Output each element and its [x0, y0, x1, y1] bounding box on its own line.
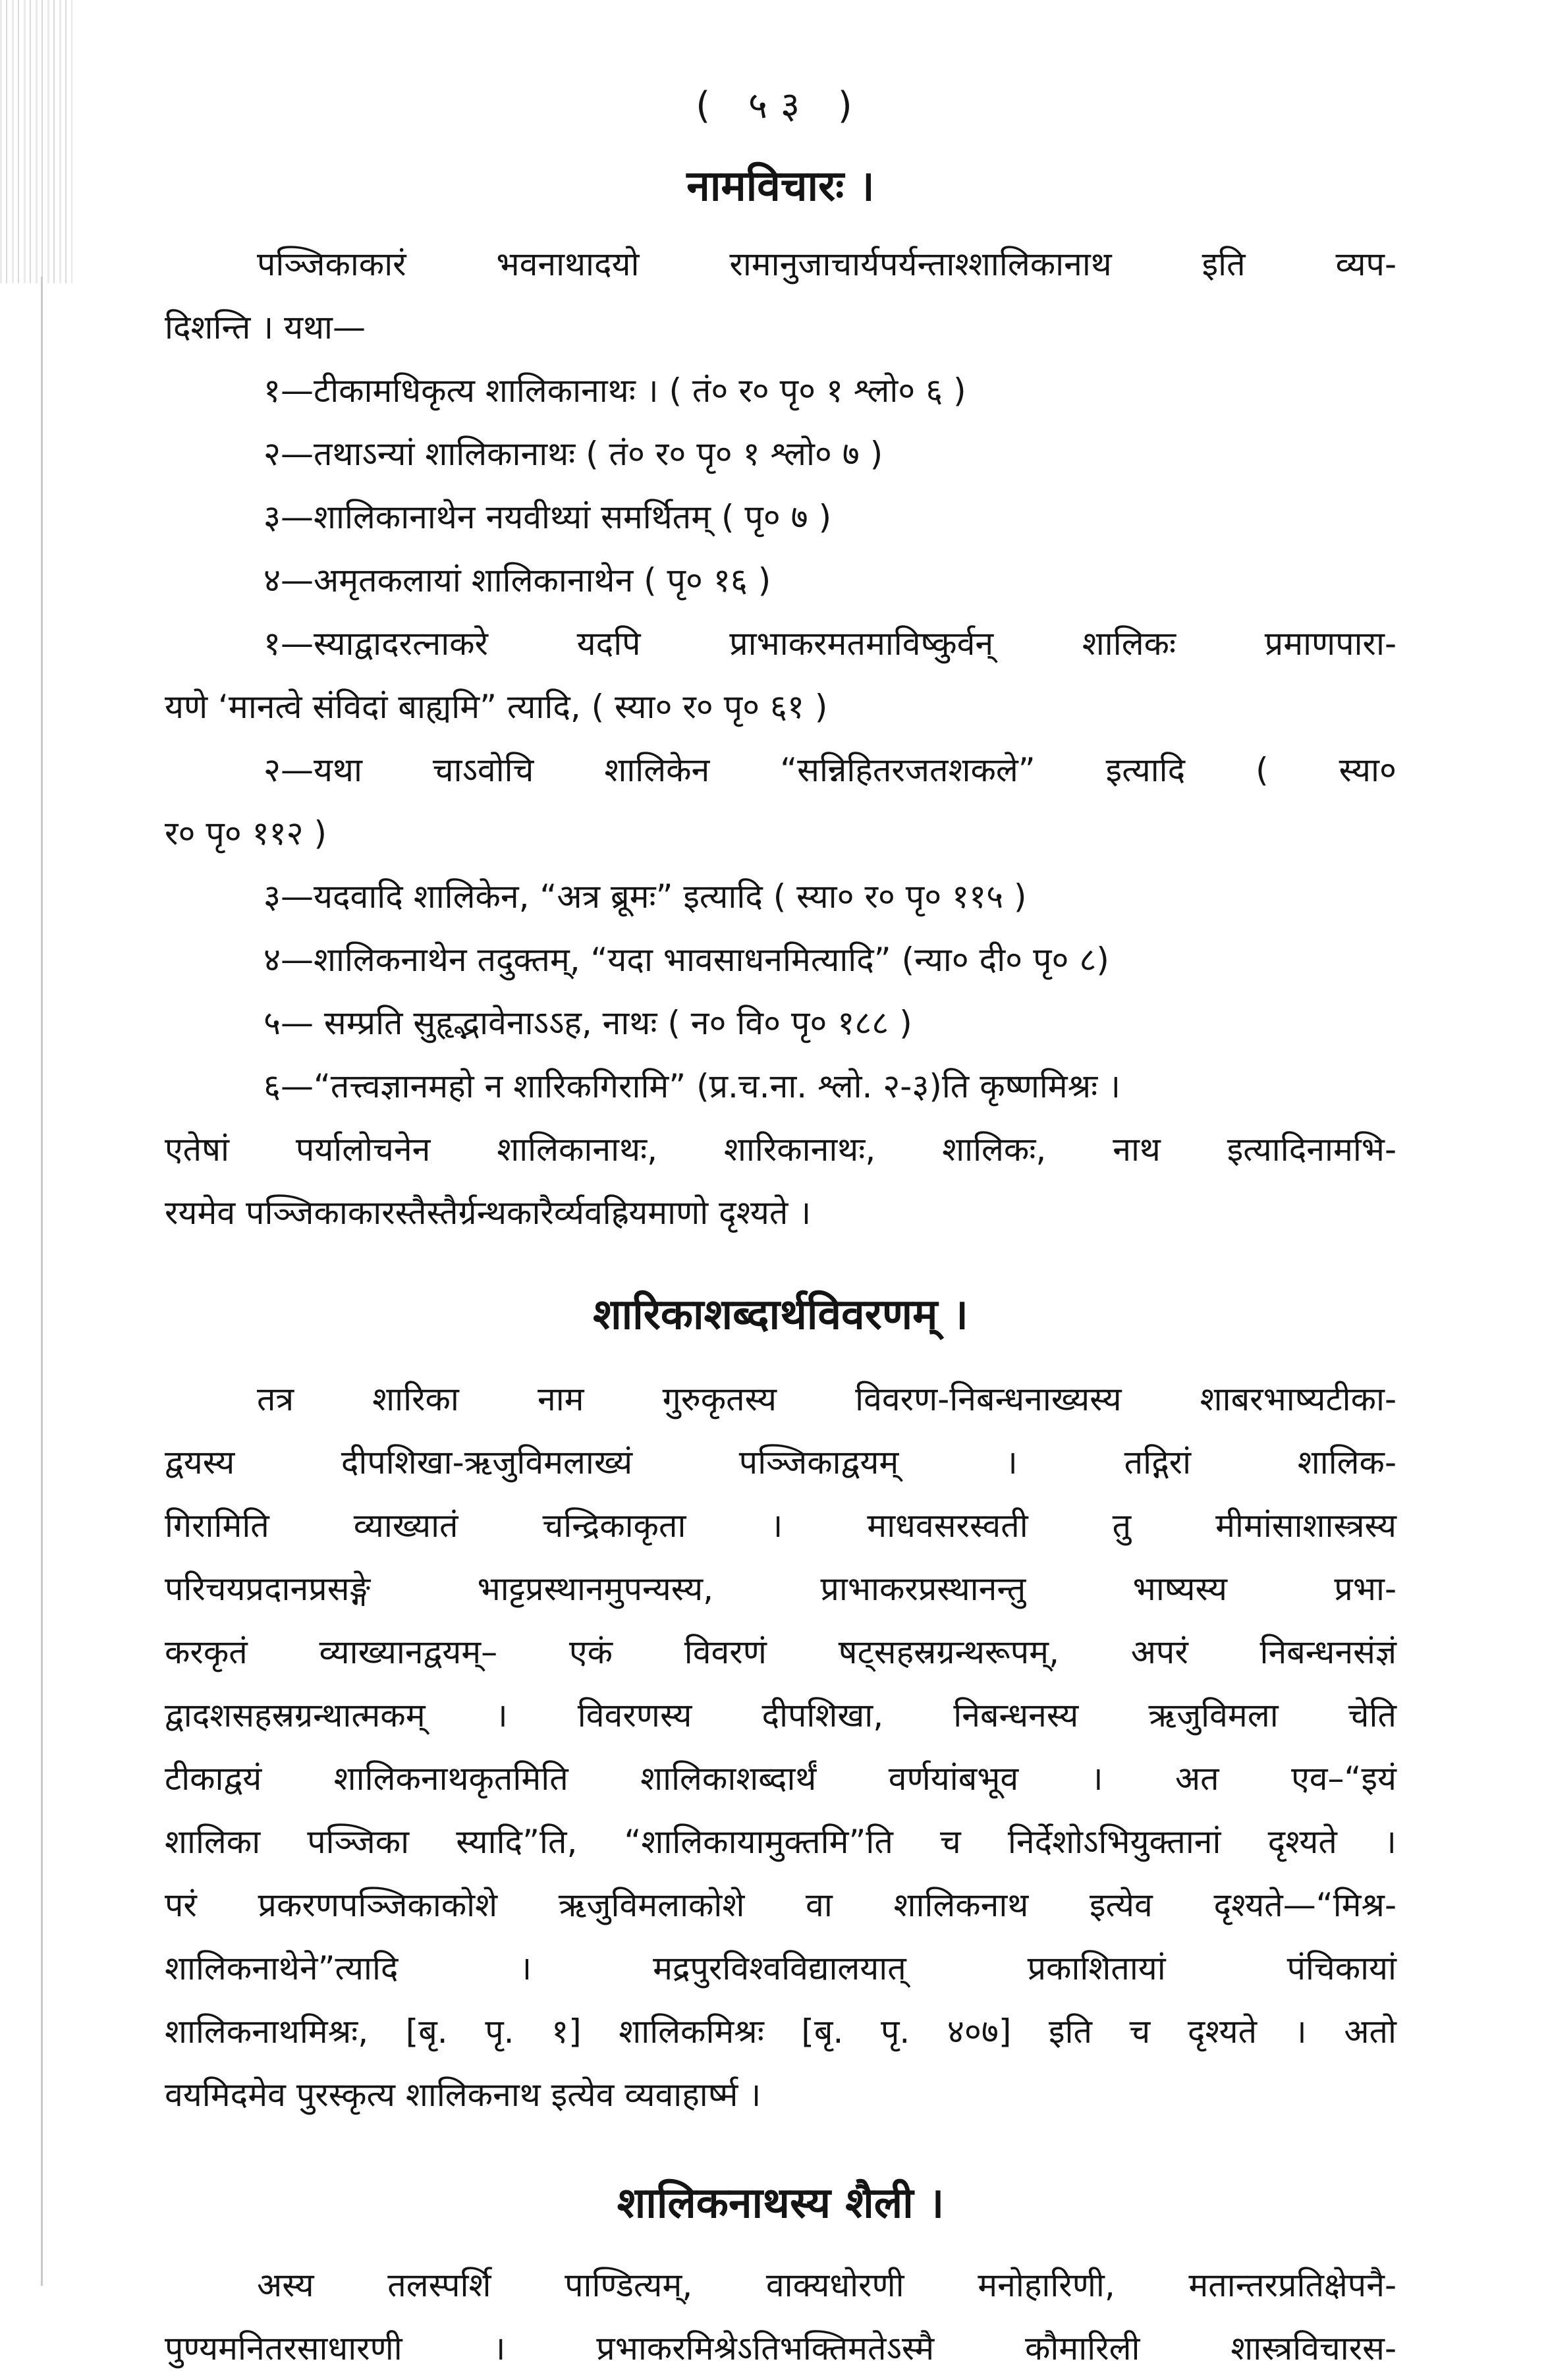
reference-line: ३—यदवादि शालिकेन, “अत्र ब्रूमः” इत्यादि ( स्या० र० पृ० ११५ ) [263, 877, 1027, 916]
text-line: परं प्रकरणपञ्जिकाकोशे ऋजुविमलाकोशे वा शालिकनाथ इत्येव दृश्यते—“मिश्र- [165, 1886, 1396, 1924]
text-line: परिचयप्रदानप्रसङ्गे भाट्टप्रस्थानमुपन्यस्य, प्राभाकरप्रस्थानन्तु भाष्यस्य प्रभा- [165, 1570, 1396, 1608]
section-title-namavichara: नामविचारः । [686, 162, 875, 211]
reference-line: ६—“तत्त्वज्ञानमहो न शारिकगिरामि” (प्र.च.ना. श्लो. २-३)ति कृष्णमिश्रः । [263, 1067, 1121, 1105]
text-line: रयमेव पञ्जिकाकारस्तैस्तैर्ग्रन्थकारैर्व्यवह्रियमाणो दृश्यते । [165, 1194, 812, 1232]
text-line: पञ्जिकाकारं भवनाथादयो रामानुजाचार्यपर्यन्ताश्शालिकानाथ इति व्यप- [257, 245, 1396, 283]
text-line: पुण्यमनितरसाधारणी । प्रभाकरमिश्रेऽतिभक्तिमतेऽस्मै कौमारिली शास्त्रविचारस- [165, 2329, 1396, 2367]
text-line: गिरामिति व्याख्यातं चन्द्रिकाकृता । माधवसरस्वती तु मीमांसाशास्त्रस्य [165, 1507, 1396, 1545]
reference-line: यणे ‘मानत्वे संविदां बाह्यमि” त्यादि, ( स्या० र० पृ० ६१ ) [165, 688, 828, 726]
reference-line: ४—शालिकनाथेन तदुक्तम्, “यदा भावसाधनमित्यादि” (न्या० दी० पृ० ८) [263, 941, 1109, 979]
section-title-sharika: शारिकाशब्दार्थविवरणम् । [593, 1290, 968, 1339]
reference-line: ५— सम्प्रति सुहृद्भावेनाऽऽह, नाथः ( न० वि० पृ० १८८ ) [263, 1004, 912, 1042]
page [165, 79, 1396, 2380]
reference-line: २—यथा चाऽवोचि शालिकेन “सन्निहितरजतशकले” इत्यादि ( स्या० [263, 751, 1396, 789]
section-title-shaili: शालिकनाथस्य शैली । [617, 2179, 945, 2228]
reference-line: ३—शालिकानाथेन नयवीथ्यां समर्थितम् ( पृ० ७ ) [263, 498, 832, 536]
text-line: द्वादशसहस्रग्रन्थात्मकम् । विवरणस्य दीपशिखा, निबन्धनस्य ऋजुविमला चेति [165, 1696, 1396, 1734]
reference-line: १—स्याद्वादरत्नाकरे यदपि प्राभाकरमतमाविष्कुर्वन् शालिकः प्रमाणपारा- [263, 624, 1396, 663]
text-line: शालिकनाथेने”त्यादि । मद्रपुरविश्वविद्यालयात् प्रकाशितायां पंचिकायां [165, 1949, 1396, 1987]
text-line: दिशन्ति । यथा— [165, 308, 366, 346]
text-line: एतेषां पर्यालोचनेन शालिकानाथः, शारिकानाथः, शालिकः, नाथ इत्यादिनामभि- [165, 1130, 1396, 1169]
reference-line: २—तथाऽन्यां शालिकानाथः ( तं० र० पृ० १ श्लो० ७ ) [263, 435, 883, 473]
text-line: तत्र शारिका नाम गुरुकृतस्य विवरण-निबन्धनाख्यस्य शाबरभाष्यटीका- [257, 1380, 1396, 1418]
text-line: शालिकनाथमिश्रः, [बृ. पृ. १] शालिकमिश्रः [बृ. पृ. ४०७] इति च दृश्यते । अतो [165, 2012, 1396, 2051]
reference-line: १—टीकामधिकृत्य शालिकानाथः । ( तं० र० पृ० १ श्लो० ६ ) [263, 372, 966, 410]
text-line: वयमिदमेव पुरस्कृत्य शालिकनाथ इत्येव व्यवाहार्ष्म । [165, 2076, 761, 2114]
scan-edge-artifact [0, 0, 72, 283]
text-line: द्वयस्य दीपशिखा-ऋजुविमलाख्यं पञ्जिकाद्वयम् । तद्गिरां शालिक- [165, 1443, 1396, 1481]
reference-line: र० पृ० ११२ ) [165, 814, 327, 852]
text-line: शालिका पञ्जिका स्यादि”ति, “शालिकायामुक्तमि”ति च निर्देशोऽभियुक्तानां दृश्यते । [165, 1823, 1396, 1861]
text-line: टीकाद्वयं शालिकनाथकृतमिति शालिकाशब्दार्थं वर्णयांबभूव । अत एव–“इयं [165, 1759, 1396, 1798]
scan-margin-line [41, 277, 43, 2286]
text-line: अस्य तलस्पर्शि पाण्डित्यम्, वाक्यधोरणी मनोहारिणी, मतान्तरप्रतिक्षेपनै- [257, 2266, 1396, 2304]
page-number: ( ५३ ) [696, 84, 866, 127]
text-line: करकृतं व्याख्यानद्वयम्– एकं विवरणं षट्सहस्रग्रन्थरूपम्, अपरं निबन्धनसंज्ञं [165, 1633, 1396, 1671]
reference-line: ४—अमृतकलायां शालिकानाथेन ( पृ० १६ ) [263, 561, 771, 599]
